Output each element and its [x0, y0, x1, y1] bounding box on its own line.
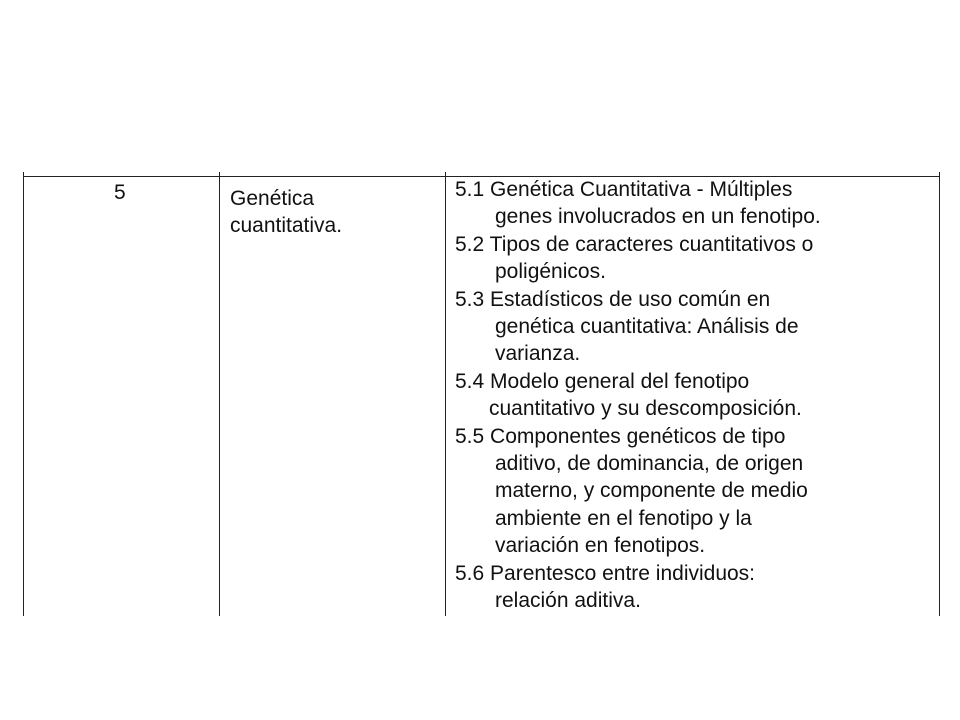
topic-line: genética cuantitativa: Análisis de [495, 315, 799, 339]
topic-line: ambiente en el fenotipo y la [495, 506, 752, 530]
column-border-2 [445, 172, 446, 616]
topic-line: poligénicos. [495, 260, 606, 284]
unit-title-line: Genética [230, 187, 315, 210]
topic-item [455, 560, 821, 615]
unit-number: 5 [114, 181, 126, 204]
topic-line: 5.4 Modelo general del fenotipo [455, 369, 750, 393]
topic-line: cuantitativo y su descomposición. [489, 397, 802, 421]
topic-line: variación en fenotipos. [495, 534, 706, 558]
topic-line: 5.3 Estadísticos de uso común en [455, 287, 771, 311]
unit-title [230, 185, 342, 240]
topic-line: 5.5 Componentes genéticos de tipo [455, 424, 786, 448]
topic-item [455, 176, 821, 231]
unit-title-line: cuantitativa. [230, 214, 343, 238]
topic-line: relación aditiva. [495, 589, 641, 613]
column-border-right [939, 172, 940, 616]
topics-list [455, 176, 821, 615]
topic-line: genes involucrados en un fenotipo. [495, 205, 821, 229]
topic-line: varianza. [495, 342, 581, 366]
topic-item [455, 286, 821, 368]
topic-line: 5.1 Genética Cuantitativa - Múltiples [455, 178, 793, 201]
topic-line: aditivo, de dominancia, de origen [495, 452, 804, 476]
column-border-1 [219, 172, 220, 616]
topic-line: 5.6 Parentesco entre individuos: [455, 561, 756, 585]
topic-item [455, 368, 821, 423]
topic-item [455, 423, 821, 560]
topic-line: 5.2 Tipos de caracteres cuantitativos o [455, 232, 814, 256]
column-border-left [23, 172, 24, 616]
topic-item [455, 231, 821, 286]
topic-line: materno, y componente de medio [495, 479, 808, 503]
